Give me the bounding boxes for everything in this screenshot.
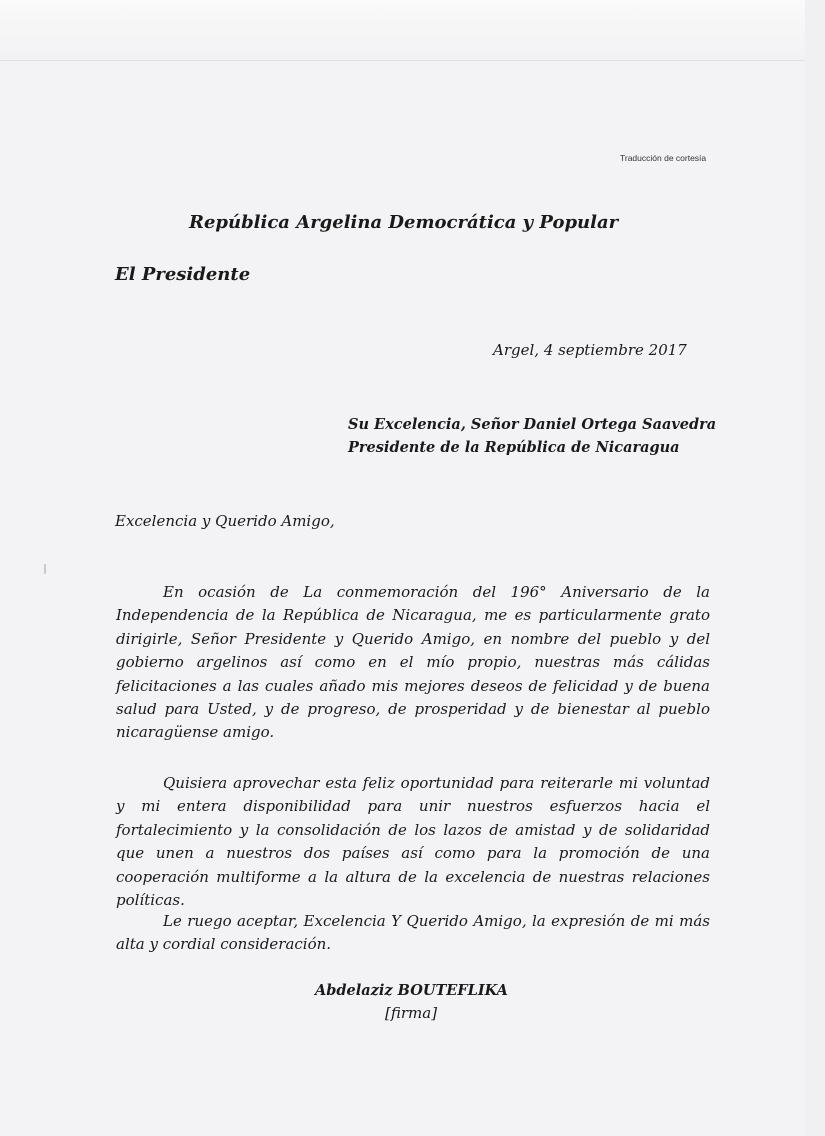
body-paragraph-3: Le ruego aceptar, Excelencia Y Querido Amigo, la expresión de mi más alta y cordial consideración. xyxy=(116,912,710,954)
addressee-block xyxy=(348,413,716,459)
body-paragraph-1: En ocasión de La conmemoración del 196° Aniversario de la Independencia de la República de Nicaragua, me es particularmente grato dirigirle, Señor Presidente y Querido Amigo, en nombre del pueblo y del gobierno argelinos así como en el mío propio, nuestras más cálidas felicitaciones a las cuales añado mis mejores deseos de felicidad y de buena salud para Usted, y de progreso, de prosperidad y de bienestar al pueblo nicaragüense amigo. xyxy=(116,583,710,742)
addressee-title: Presidente de la República de Nicaragua xyxy=(348,439,680,456)
signature-placeholder: [firma] xyxy=(385,1004,438,1022)
body-paragraph-2: Quisiera aprovechar esta feliz oportunidad para reiterarle mi voluntad y mi entera disponibilidad para unir nuestros esfuerzos hacia el fortalecimiento y la consolidación de los lazos de amistad y de solidaridad que unen a nuestros dos países así como para la promoción de una cooperación multiforme a la altura de la excelencia de nuestras relaciones políticas. xyxy=(116,774,710,910)
scan-right-edge xyxy=(805,0,825,1136)
courtesy-translation-note: Traducción de cortesía xyxy=(620,153,707,163)
letterhead-office: El Presidente xyxy=(115,264,251,285)
addressee-name: Su Excelencia, Señor Daniel Ortega Saavedra xyxy=(348,416,717,433)
scan-top-edge xyxy=(0,0,825,61)
scan-mark xyxy=(44,564,46,574)
letterhead-country: República Argelina Democrática y Popular xyxy=(189,212,619,233)
salutation: Excelencia y Querido Amigo, xyxy=(115,512,335,530)
signatory-name: Abdelaziz BOUTEFLIKA xyxy=(315,982,508,999)
place-and-date: Argel, 4 septiembre 2017 xyxy=(493,341,687,359)
